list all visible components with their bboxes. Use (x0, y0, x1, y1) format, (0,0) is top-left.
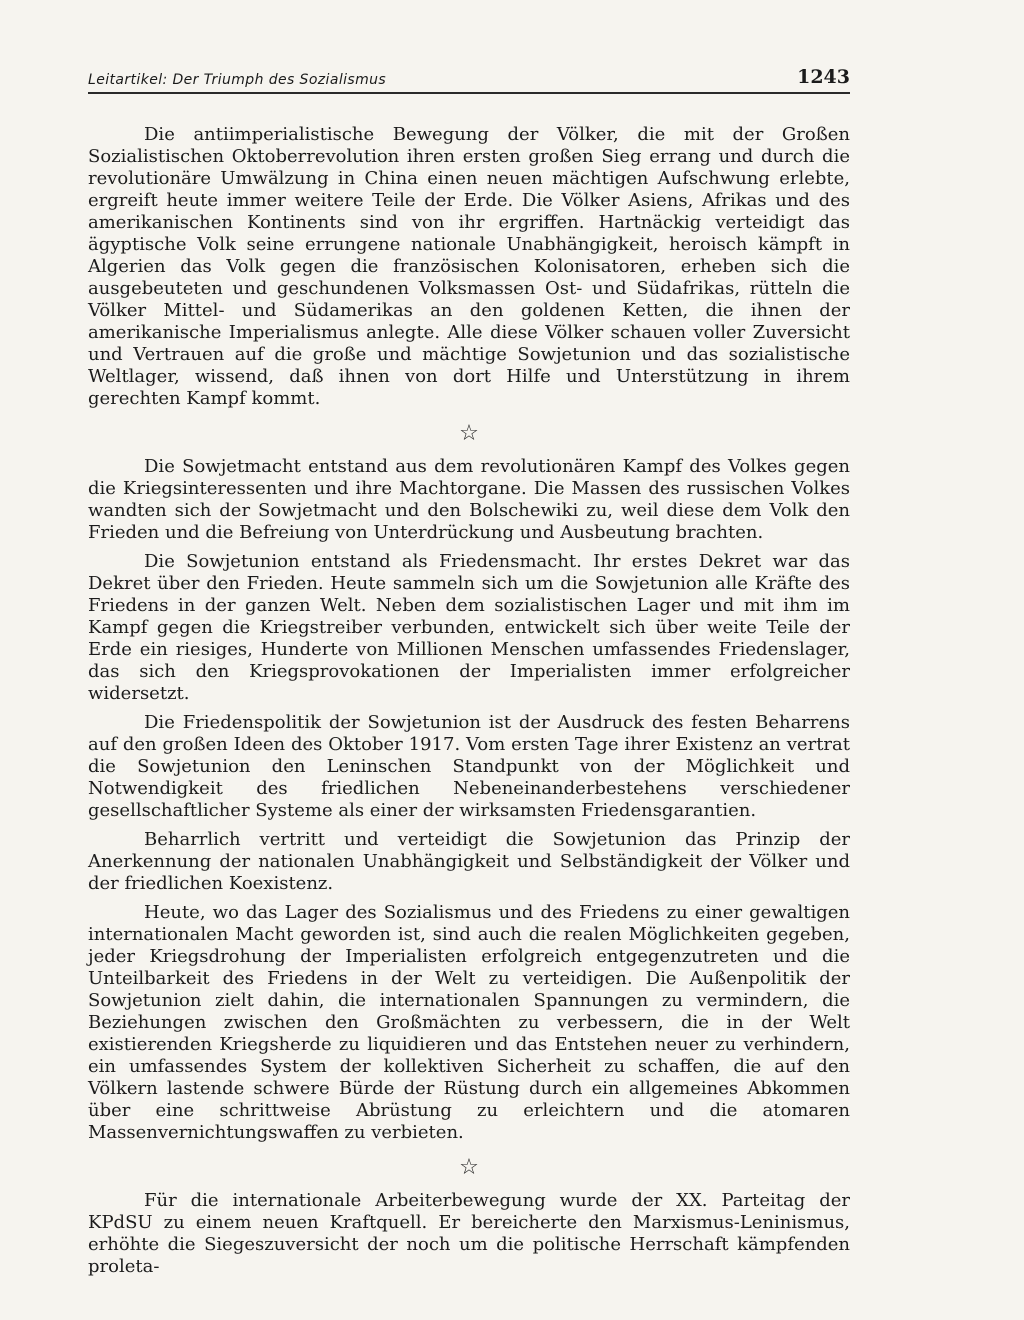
running-head: Leitartikel: Der Triumph des Sozialismus (88, 72, 387, 88)
section-divider-star-icon: ☆ (459, 421, 479, 446)
paragraph-6: Heute, wo das Lager des Sozialismus und des Friedens zu einer gewaltigen internationalen Macht geworden ist, sind auch die realen Möglichkeiten gegeben, jeder Kriegsdrohung der Imperialisten erfolgreich entgegenzutreten und die Unteilbarkeit des Friedens in der Welt zu verteidigen. Die Außenpolitik der Sowjetunion zielt dahin, die internationalen Spannungen zu vermindern, die Beziehungen zwischen den Großmächten zu verbessern, die in der Welt existierenden Kriegsherde zu liquidieren und das Entstehen neuer zu verhindern, ein umfassendes System der kollektiven Sicherheit zu schaffen, die auf den Völkern lastende schwere Bürde der Rüstung durch ein allgemeines Abkommen über eine schrittweise Abrüstung zu erleichtern und die atomaren Massenvernichtungswaffen zu verbieten. (88, 902, 850, 1143)
paragraph-7: Für die internationale Arbeiterbewegung wurde der XX. Parteitag der KPdSU zu einem neuen Kraftquell. Er bereicherte den Marxismus-Leninismus, erhöhte die Siegeszuversicht der noch um die politische Herrschaft kämpfenden proleta- (88, 1190, 850, 1277)
page-header (88, 66, 850, 94)
document-page (88, 66, 850, 1285)
article-body (88, 124, 850, 1278)
paragraph-3: Die Sowjetunion entstand als Friedensmacht. Ihr erstes Dekret war das Dekret über den Frieden. Heute sammeln sich um die Sowjetunion alle Kräfte des Friedens in der ganzen Welt. Neben dem sozialistischen Lager und mit ihm im Kampf gegen die Kriegstreiber verbunden, entwickelt sich über weite Teile der Erde ein riesiges, Hunderte von Millionen Menschen umfassendes Friedenslager, das sich den Kriegsprovokationen der Imperialisten immer erfolgreicher widersetzt. (88, 551, 850, 704)
page-number: 1243 (797, 66, 850, 88)
paragraph-1: Die antiimperialistische Bewegung der Völker, die mit der Großen Sozialistischen Oktoberrevolution ihren ersten großen Sieg errang und durch die revolutionäre Umwälzung in China einen neuen mächtigen Aufschwung erlebte, ergreift heute immer weitere Teile der Erde. Die Völker Asiens, Afrikas und des amerikanischen Kontinents sind von ihr ergriffen. Hartnäckig verteidigt das ägyptische Volk seine errungene nationale Unabhängigkeit, heroisch kämpft in Algerien das Volk gegen die französischen Kolonisatoren, erheben sich die ausgebeuteten und geschundenen Volksmassen Ost- und Südafrikas, rütteln die Völker Mittel- und Südamerikas an den goldenen Ketten, die ihnen der amerikanische Imperialismus anlegte. Alle diese Völker schauen voller Zuversicht und Vertrauen auf die große und mächtige Sowjetunion und das sozialistische Weltlager, wissend, daß ihnen von dort Hilfe und Unterstützung in ihrem gerechten Kampf kommt. (88, 124, 850, 409)
paragraph-2: Die Sowjetmacht entstand aus dem revolutionären Kampf des Volkes gegen die Kriegsinteressenten und ihre Machtorgane. Die Massen des russischen Volkes wandten sich der Sowjetmacht und den Bolschewiki zu, weil diese dem Volk den Frieden und die Befreiung von Unterdrückung und Ausbeutung brachten. (88, 456, 850, 543)
section-divider-star-icon: ☆ (459, 1155, 479, 1180)
paragraph-5: Beharrlich vertritt und verteidigt die Sowjetunion das Prinzip der Anerkennung der nationalen Unabhängigkeit und Selbständigkeit der Völker und der friedlichen Koexistenz. (88, 829, 850, 894)
paragraph-4: Die Friedenspolitik der Sowjetunion ist der Ausdruck des festen Beharrens auf den großen Ideen des Oktober 1917. Vom ersten Tage ihrer Existenz an vertrat die Sowjetunion den Leninschen Standpunkt von der Möglichkeit und Notwendigkeit des friedlichen Nebeneinanderbestehens verschiedener gesellschaftlicher Systeme als einer der wirksamsten Friedensgarantien. (88, 712, 850, 821)
